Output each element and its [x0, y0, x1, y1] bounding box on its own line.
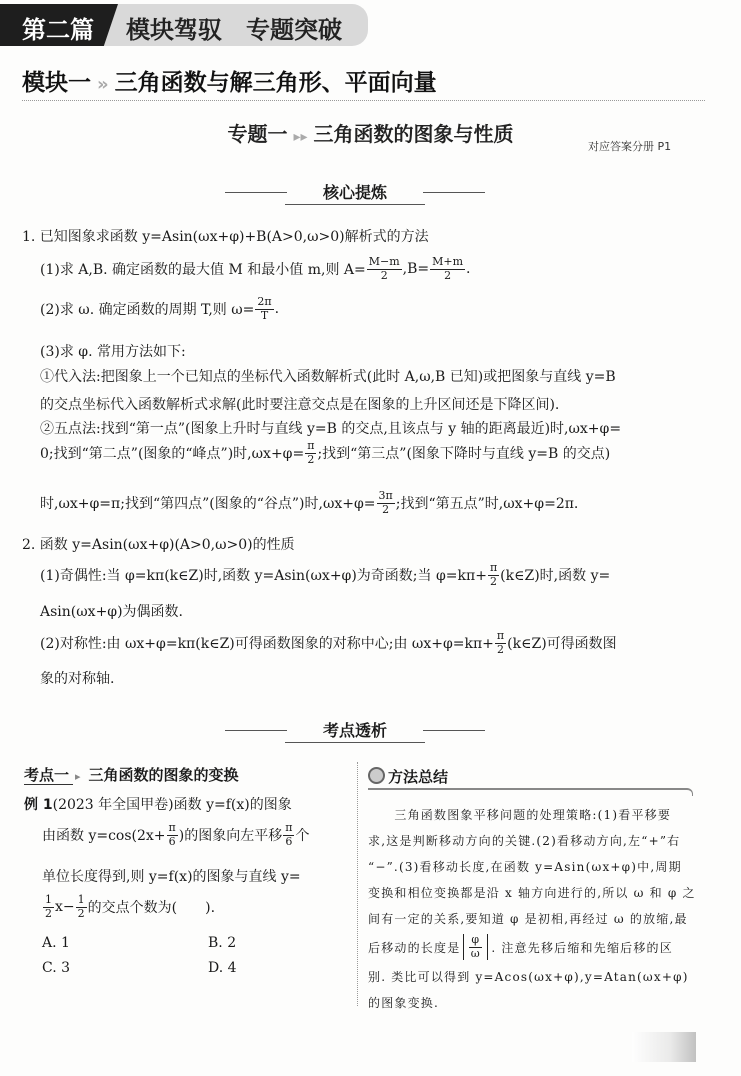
text-run: 个: [295, 828, 310, 845]
text-line: [42, 822, 309, 848]
kaodian-title: 三角函数的图象的变换: [88, 766, 239, 784]
topic-title: 三角函数的图象与性质: [313, 122, 514, 146]
text-line: [368, 934, 673, 960]
fraction: [377, 490, 395, 516]
text-run: .: [466, 261, 471, 278]
text-run: ;找到“第五点”时,ωx+φ=2π.: [395, 496, 579, 513]
text-run: 求,这是判断移动方向的关键.(2)看移动方向,左“+”右: [368, 834, 681, 848]
denominator: 2: [497, 642, 505, 656]
absolute-value: [463, 934, 488, 960]
answer-reference: 对应答案分册 P1: [588, 140, 672, 153]
text-run: (2)对称性:由 ωx+φ=kπ(k∈Z)可得函数图象的对称中心;由 ωx+φ=kπ+: [40, 636, 494, 653]
fraction: [367, 256, 402, 282]
fraction: [76, 894, 87, 920]
text-run: 例 1: [24, 797, 53, 813]
numerator: π: [168, 821, 176, 834]
text-line: [368, 968, 689, 985]
column-divider: [357, 762, 358, 1006]
denominator: 2: [307, 452, 315, 466]
numerator: 2π: [257, 295, 272, 308]
method-heading: [368, 766, 448, 787]
target-icon: [368, 767, 385, 784]
numerator: π: [285, 821, 293, 834]
option-c: C. 3: [42, 960, 71, 976]
text-run: 后移动的长度是: [368, 940, 461, 955]
section-core: [225, 180, 485, 206]
option-d: D. 4: [208, 960, 237, 976]
text-run: 的交点个数为( ).: [87, 900, 216, 917]
fraction: [283, 822, 294, 848]
text-line: [40, 668, 114, 688]
text-run: ,B=: [402, 261, 430, 278]
fraction: [488, 562, 499, 588]
method-title: 方法总结: [388, 768, 449, 786]
module-title: 三角函数与解三角形、平面向量: [114, 70, 437, 96]
text-run: 1. 已知图象求函数 y=Asin(ωx+φ)+B(A>0,ω>0)解析式的方法: [22, 229, 429, 245]
module-heading: [22, 64, 437, 97]
text-run: (k∈Z)可得函数图: [507, 636, 617, 653]
text-run: 三角函数图象平移问题的处理策略:(1)看平移要: [368, 808, 672, 822]
method-underline: [368, 788, 693, 796]
text-run: 象的对称轴.: [40, 671, 115, 687]
text-run: 别. 类比可以得到 y=Acos(ωx+φ),y=Atan(ωx+φ): [368, 970, 689, 984]
text-line: [368, 832, 680, 849]
page-corner-mark: [632, 1032, 696, 1062]
part-label: 第二篇: [22, 16, 94, 44]
fraction: [305, 440, 316, 466]
text-line: [40, 418, 621, 438]
text-line: [40, 296, 279, 322]
text-run: ;找到“第三点”(图象下降时与直线 y=B 的交点): [317, 446, 611, 463]
text-run: 变换和相位变换都是沿 x 轴方向进行的,所以 ω 和 φ 之: [368, 886, 696, 900]
text-run: 时,ωx+φ=π;找到“第四点”(图象的“谷点”)时,ωx+φ=: [40, 496, 376, 513]
fraction: [430, 256, 465, 282]
text-run: (k∈Z)时,函数 y=: [500, 568, 611, 585]
numerator: 3π: [378, 489, 393, 502]
text-line: [40, 394, 559, 414]
text-run: . 注意先移后缩和先缩后移的区: [491, 940, 673, 955]
denominator: 2: [77, 906, 85, 920]
text-line: [40, 562, 610, 588]
fraction: [167, 822, 178, 848]
part-title: 模块驾驭 专题突破: [126, 16, 342, 44]
text-run: 单位长度得到,则 y=f(x)的图象与直线 y=: [42, 869, 301, 885]
denominator: T: [260, 308, 269, 322]
kaodian-label: 考点一: [24, 766, 73, 785]
text-line: [42, 894, 215, 920]
denominator: 2: [45, 906, 52, 920]
text-run: .: [274, 301, 280, 318]
text-run: “−”.(3)看移动长度,在函数 y=Asin(ωx+φ)中,周期: [368, 860, 682, 874]
double-chevron-icon: »: [97, 74, 109, 95]
text-line: [368, 994, 439, 1011]
text-run: 的图象变换.: [368, 996, 440, 1010]
text-run: ②五点法:找到“第一点”(图象上升时与直线 y=B 的交点,且该点与 y 轴的距离最近)时,ωx+φ=: [40, 421, 622, 437]
text-run: Asin(ωx+φ)为偶函数.: [40, 604, 184, 620]
numerator: M+m: [432, 255, 464, 268]
text-line: [24, 794, 292, 814]
text-line: [40, 341, 186, 361]
text-run: (1)求 A,B. 确定函数的最大值 M 和最小值 m,则 A=: [40, 262, 366, 279]
denominator: 2: [490, 574, 498, 588]
section-title: 核心提炼: [322, 183, 387, 202]
text-run: (1)奇偶性:当 φ=kπ(k∈Z)时,函数 y=Asin(ωx+φ)为奇函数;当 φ=kπ+: [40, 568, 487, 585]
text-run: )的图象向左平移: [178, 828, 283, 845]
text-line: [368, 806, 671, 823]
text-run: 由函数 y=cos(2x+: [42, 828, 166, 845]
denominator: 6: [285, 834, 293, 848]
text-line: [40, 490, 578, 516]
text-line: [40, 440, 610, 466]
topic-label: 专题一: [227, 122, 288, 146]
text-run: 0;找到“第二点”(图象的“峰点”)时,ωx+φ=: [40, 446, 305, 463]
numerator: 1: [45, 893, 52, 906]
module-label: 模块一: [22, 70, 91, 96]
fraction: [43, 894, 54, 920]
text-line: [42, 866, 301, 886]
text-line: [40, 630, 617, 656]
text-run: (2)求 ω. 确定函数的周期 T,则 ω=: [40, 302, 255, 319]
text-run: 间有一定的关系,要知道 φ 是初相,再经过 ω 的放缩,最: [368, 912, 688, 926]
text-line: [22, 226, 429, 246]
fraction: [255, 296, 273, 322]
denominator: 2: [444, 268, 452, 282]
section-title: 考点透析: [322, 721, 387, 740]
text-run: x−: [55, 899, 75, 916]
text-line: [368, 910, 688, 927]
denominator: ω: [470, 946, 481, 960]
denominator: 2: [382, 502, 390, 516]
numerator: φ: [471, 933, 481, 946]
numerator: π: [307, 439, 315, 452]
numerator: 1: [77, 893, 85, 906]
numerator: π: [489, 561, 498, 574]
text-line: [40, 366, 616, 386]
option-b: B. 2: [208, 935, 237, 951]
play-arrows-icon: ▸▸: [293, 129, 308, 145]
numerator: π: [496, 629, 505, 642]
text-line: [40, 256, 471, 282]
denominator: 2: [380, 268, 388, 282]
numerator: M−m: [368, 255, 400, 268]
text-run: (2023 年全国甲卷)函数 y=f(x)的图象: [52, 797, 292, 813]
section-analysis: [225, 718, 485, 744]
option-a: A. 1: [42, 935, 70, 951]
text-line: [368, 884, 696, 901]
text-line: [40, 601, 183, 621]
denominator: 6: [168, 834, 176, 848]
kaodian-heading: [24, 764, 239, 785]
text-run: 的交点坐标代入函数解析式求解(此时要注意交点是在图象的上升区间还是下降区间).: [40, 397, 560, 413]
text-line: [368, 858, 682, 875]
fraction: [469, 934, 482, 960]
fraction: [495, 630, 506, 656]
text-run: ①代入法:把图象上一个已知点的坐标代入函数解析式(此时 A,ω,B 已知)或把图象与直线 y=B: [40, 369, 616, 385]
text-run: (3)求 φ. 常用方法如下:: [40, 344, 186, 360]
text-line: [22, 534, 295, 554]
text-run: 2. 函数 y=Asin(ωx+φ)(A>0,ω>0)的性质: [22, 537, 295, 553]
dotted-divider: [22, 100, 705, 101]
arrow-icon: ▸: [75, 770, 81, 783]
